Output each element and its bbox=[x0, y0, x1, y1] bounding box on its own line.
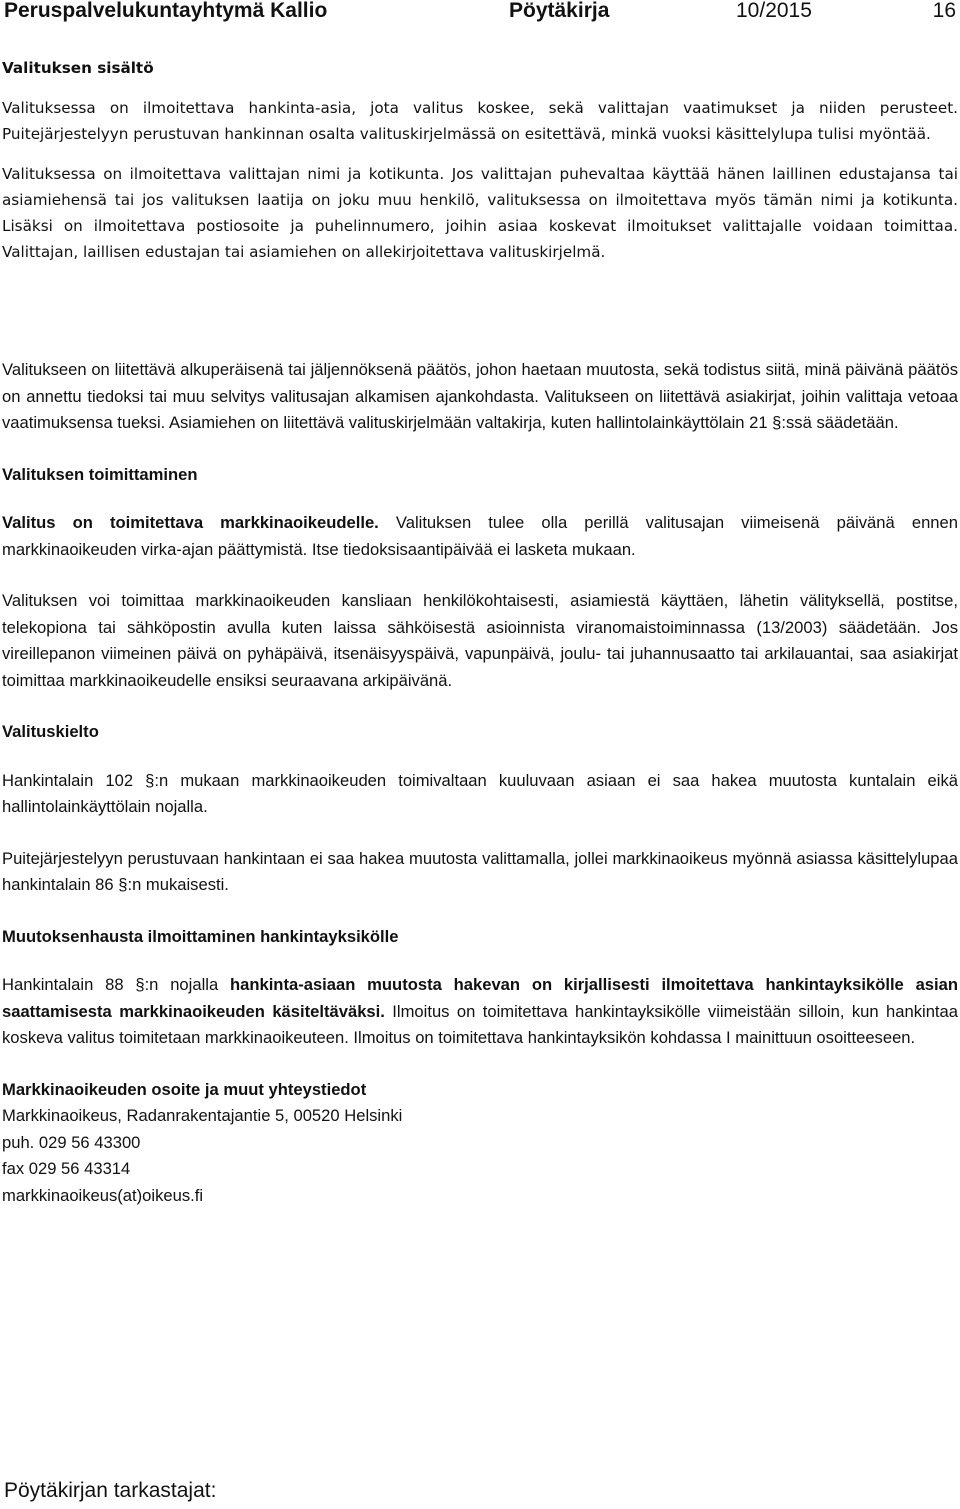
contact-fax: fax 029 56 43314 bbox=[2, 1159, 131, 1178]
paragraph-notification bbox=[2, 972, 958, 1052]
paragraph-prohibition-law: Hankintalain 102 §:n mukaan markkinaoikeuden toimivaltaan kuuluvaan asiaan ei saa hakea muutosta kuntalain eikä hallintolainkäyttölain nojalla. bbox=[2, 770, 958, 816]
document-body bbox=[2, 357, 958, 1209]
page-header bbox=[4, 0, 956, 28]
header-organization: Peruspalvelukuntayhtymä Kallio bbox=[4, 0, 328, 22]
header-document-type: Pöytäkirja bbox=[509, 0, 610, 22]
section-heading-submitting-appeal: Valituksen toimittaminen bbox=[2, 464, 198, 484]
paragraph-appeal-requirements: Valituksessa on ilmoitettava hankinta-asia, jota valitus koskee, sekä valittajan vaatimukset ja niiden perusteet. Puitejärjestelyyn perustuvan hankinnan osalta valituskirjelmässä on esitettävä, minkä vuoksi käsittelylupa tulisi myöntää. bbox=[2, 99, 958, 143]
contact-address: Markkinaoikeus, Radanrakentajantie 5, 00520 Helsinki bbox=[2, 1106, 403, 1125]
bold-submission-notice: Valitus on toimitettava markkinaoikeudelle. bbox=[2, 513, 379, 532]
text-notification-rest: Ilmoitus on toimitettava hankintayksikölle viimeistään silloin, kun hankintaa koskeva valitus toimitetaan markkinaoikeuteen. Ilmoitus on toimitettava hankintayksikön kohdassa I mainittuun osoitteeseen. bbox=[2, 1001, 958, 1047]
header-page-number: 16 bbox=[932, 0, 956, 22]
paragraph-submission-methods: Valituksen voi toimittaa markkinaoikeuden kansliaan henkilökohtaisesti, asiamiestä käyttäen, lähetin välityksellä, postitse, telekopiona tai sähköpostin avulla kuten laissa sähköisestä asioinnista viranomaistoiminnassa (13/2003) säädetään. Jos vireillepanon viimeinen päivä on pyhäpäivä, itsenäisyyspäivä, vapunpäivä, joulu- tai juhannusaatto tai arkilauantai, saa asiakirjat toimittaa markkinaoikeudelle ensiksi seuraavana arkipäivänä. bbox=[2, 591, 958, 690]
contact-phone: puh. 029 56 43300 bbox=[2, 1132, 141, 1152]
section-heading-contact-info: Markkinaoikeuden osoite ja muut yhteystiedot bbox=[2, 1079, 367, 1099]
section-heading-appeal-content: Valituksen sisältö bbox=[2, 59, 154, 77]
contact-email: markkinaoikeus(at)oikeus.fi bbox=[2, 1185, 204, 1205]
text-notification-start: Hankintalain 88 §:n nojalla bbox=[2, 975, 230, 994]
section-heading-appeal-prohibition: Valituskielto bbox=[2, 722, 99, 741]
paragraph-attachments: Valitukseen on liitettävä alkuperäisenä tai jäljennöksenä päätös, johon haetaan muutosta, sekä todistus siitä, minä päivänä päätös on annettu tiedoksi tai muu selvitys valitusajan alkamisen ajankohdasta. Valitukseen on liitettävä asiakirjat, joihin valittaja vetoaa vaatimuksensa tueksi. Asiamiehen on liitettävä valituskirjelmään valtakirja, kuten hallintolainkäyttölain 21 §:ssä säädetään. bbox=[2, 360, 958, 432]
text-submission-deadline: Valituksen tulee olla perillä valitusajan viimeisenä päivänä ennen markkinaoikeuden virka-ajan päättymistä. Itse tiedoksisaantipäivää ei lasketa mukaan. bbox=[2, 513, 958, 559]
header-document-number: 10/2015 bbox=[736, 0, 812, 22]
section-appeal-content bbox=[2, 55, 958, 279]
paragraph-appellant-details: Valituksessa on ilmoitettava valittajan nimi ja kotikunta. Jos valittajan puhevaltaa käyttää hänen laillinen edustajansa tai asiamiehensä tai jos valituksen laatija on joku muu henkilö, valituksessa on ilmoitettava myös tämän nimi ja kotikunta. Lisäksi on ilmoitettava postiosoite ja puhelinnumero, joihin asiaa koskevat ilmoitukset valittajalle voidaan toimittaa. Valittajan, laillisen edustajan tai asiamiehen on allekirjoitettava valituskirjelmä. bbox=[2, 165, 958, 261]
bold-notification-obligation: hankinta-asiaan muutosta hakevan on kirjallisesti ilmoitettava hankintayksikölle asian saattamisesta markkinaoikeuden käsiteltäväksi. bbox=[2, 975, 959, 1021]
paragraph-submission-deadline bbox=[2, 510, 958, 563]
footer-reviewers-label: Pöytäkirjan tarkastajat: bbox=[4, 1479, 217, 1502]
section-heading-notify-unit: Muutoksenhausta ilmoittaminen hankintayksikölle bbox=[2, 926, 399, 946]
paragraph-framework-agreement: Puitejärjestelyyn perustuvaan hankintaan ei saa hakea muutosta valittamalla, jollei markkinaoikeus myönnä asiassa käsittelylupaa hankintalain 86 §:n mukaisesti. bbox=[2, 848, 958, 894]
